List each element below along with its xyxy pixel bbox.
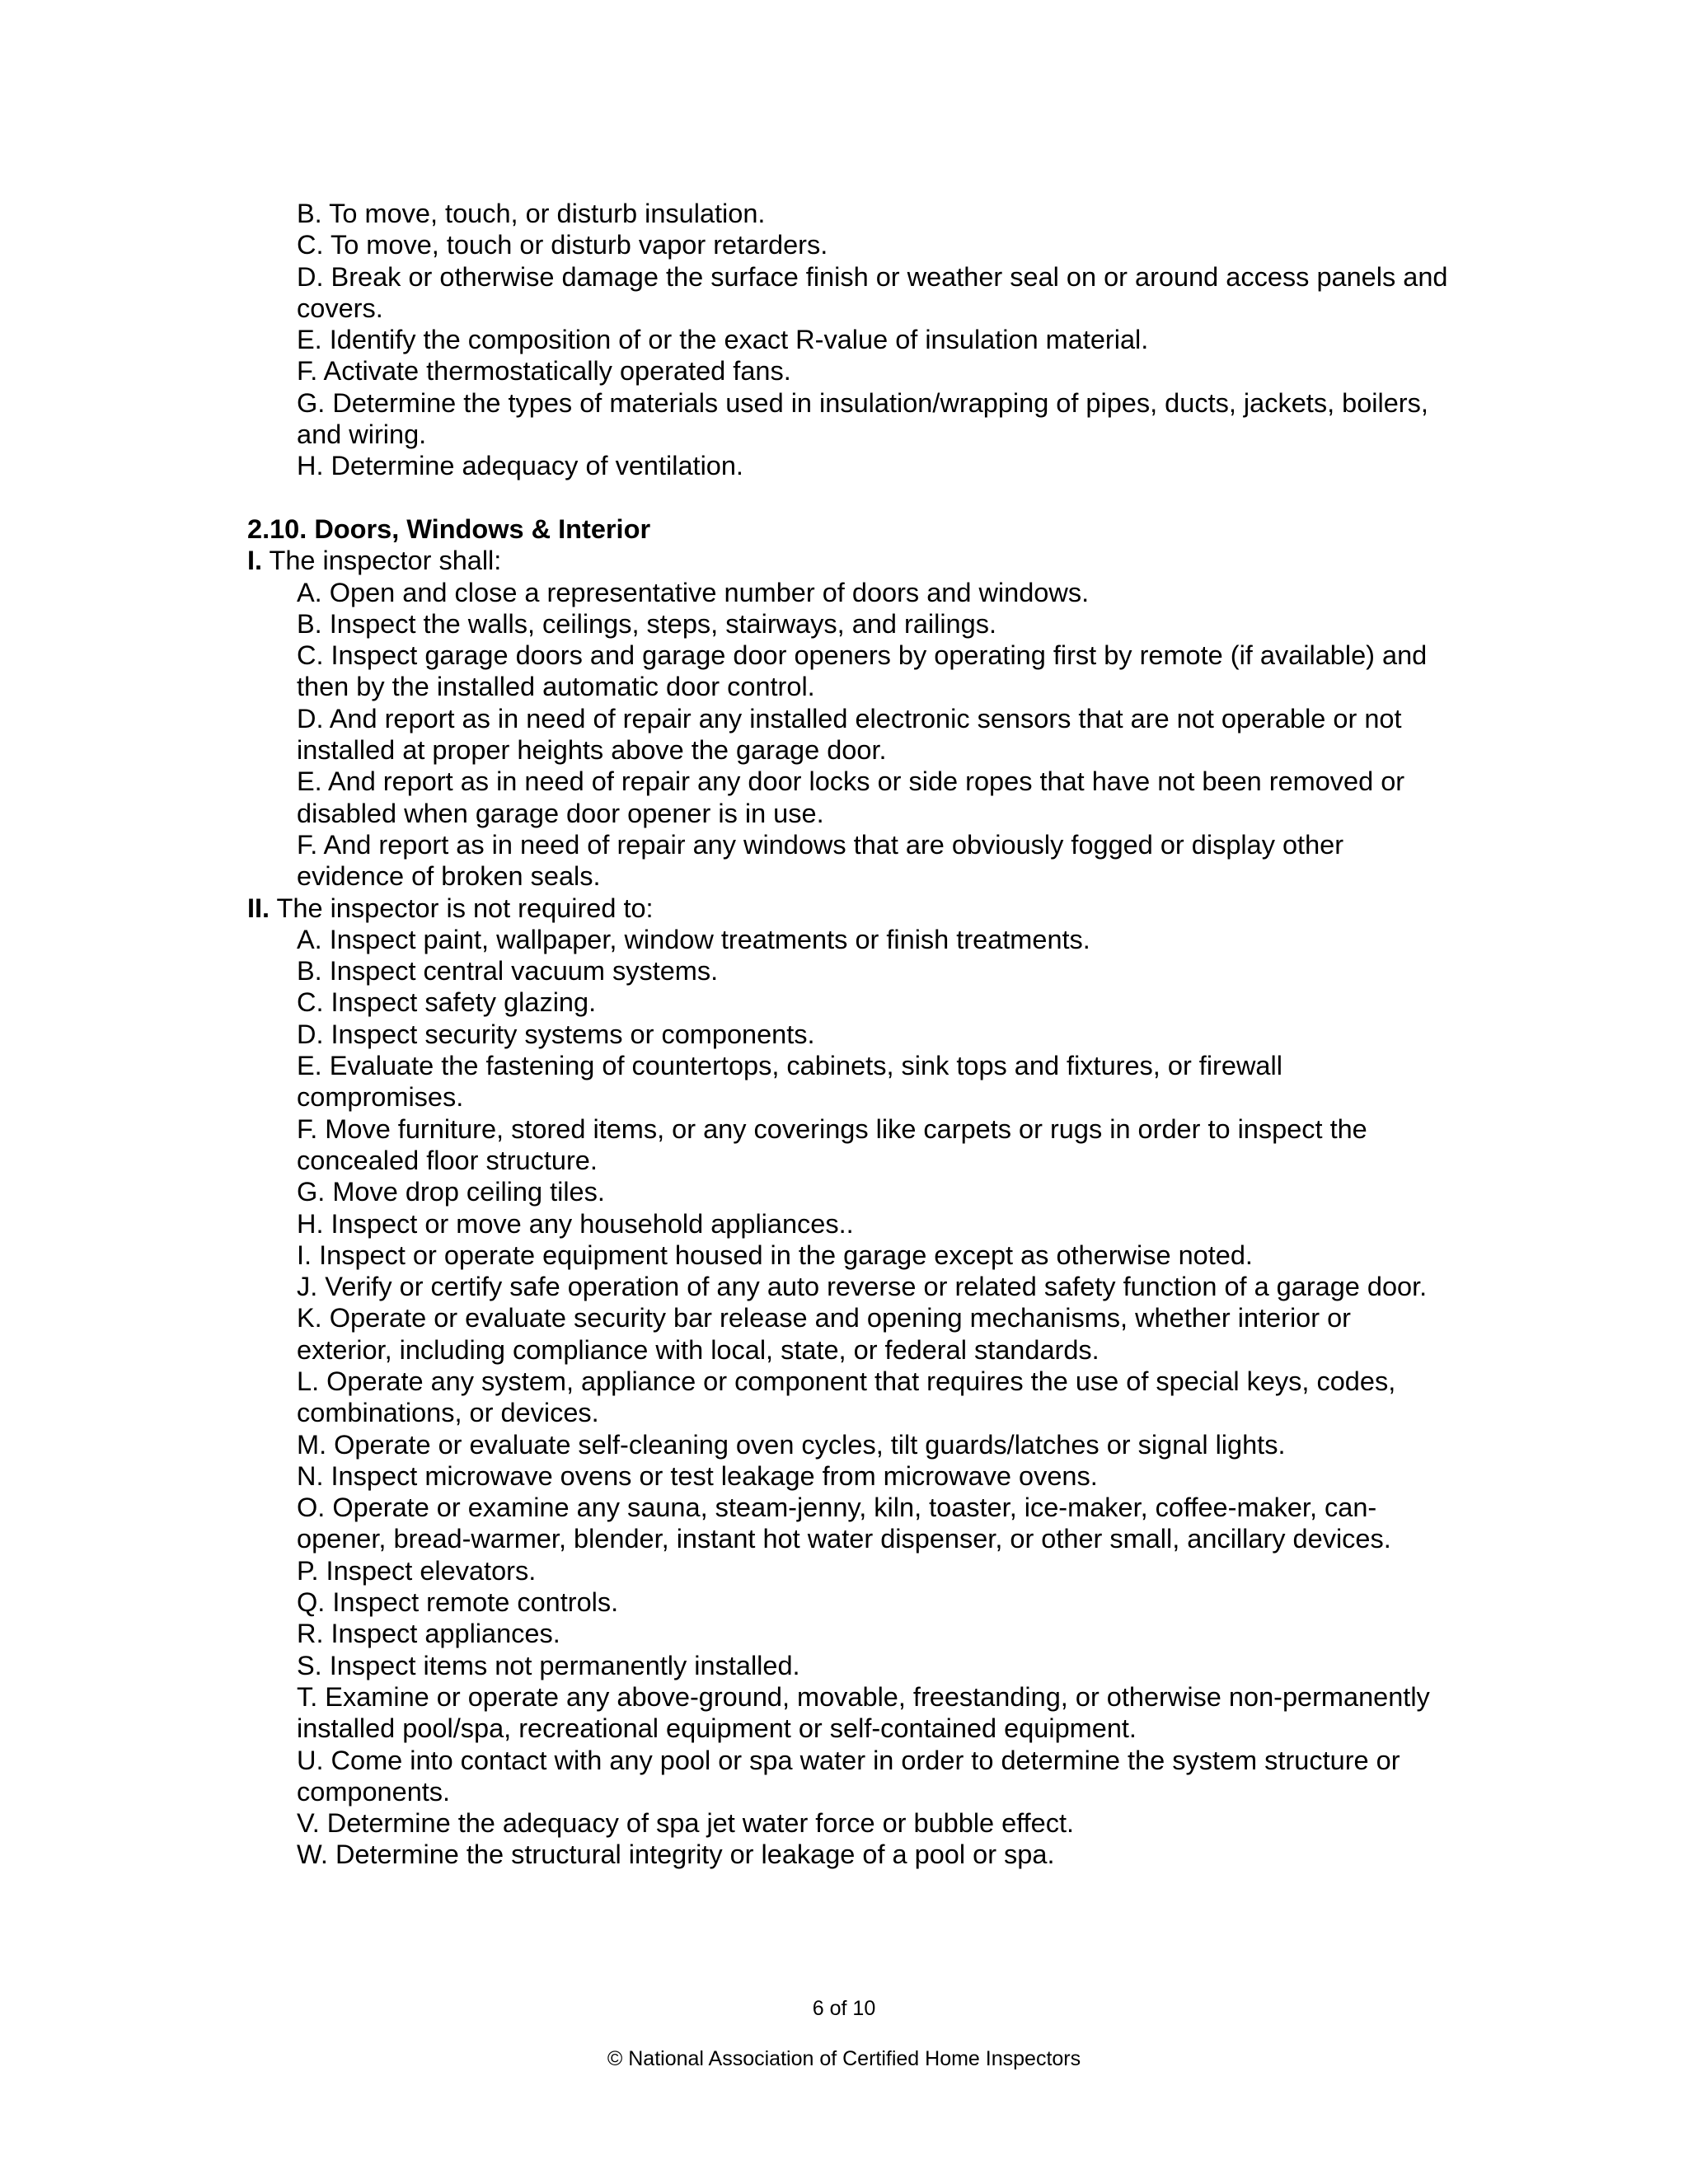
list-item: D. And report as in need of repair any installed electronic sensors that are not operable or not installed at proper heights above the garage door. xyxy=(297,703,1402,766)
section-heading: 2.10. Doors, Windows & Interior xyxy=(247,513,651,544)
list-item: N. Inspect microwave ovens or test leakage from microwave ovens. xyxy=(297,1460,1098,1491)
list-item: G. Determine the types of materials used in insulation/wrapping of pipes, ducts, jackets, boilers, and wiring. xyxy=(297,387,1428,450)
list-item: B. Inspect central vacuum systems. xyxy=(297,956,719,987)
list-item: F. Move furniture, stored items, or any coverings like carpets or rugs in order to inspect the concealed floor structure. xyxy=(297,1113,1367,1175)
part-two-list xyxy=(247,924,1451,1871)
list-item: B. To move, touch, or disturb insulation. xyxy=(297,199,766,228)
part-one-numeral: I. xyxy=(247,546,263,576)
list-item: Q. Inspect remote controls. xyxy=(297,1587,619,1618)
list-item: F. And report as in need of repair any windows that are obviously fogged or display other evidence of broken seals. xyxy=(297,829,1344,892)
list-item: E. Evaluate the fastening of countertops, cabinets, sink tops and fixtures, or firewall compromises. xyxy=(297,1051,1282,1113)
list-item: U. Come into contact with any pool or spa water in order to determine the system structure or components. xyxy=(297,1745,1400,1807)
list-item: A. Inspect paint, wallpaper, window treatments or finish treatments. xyxy=(297,924,1090,954)
list-item: H. Inspect or move any household appliances.. xyxy=(297,1208,854,1239)
part-one-label xyxy=(247,545,1451,576)
page-number: 6 of 10 xyxy=(812,1997,876,2020)
list-item: C. Inspect garage doors and garage door openers by operating first by remote (if available) and then by the installed automatic door control. xyxy=(297,640,1428,702)
spacer xyxy=(247,482,1451,513)
list-item: L. Operate any system, appliance or component that requires the use of special keys, codes, combinations, or devices. xyxy=(297,1366,1396,1428)
list-item: B. Inspect the walls, ceilings, steps, stairways, and railings. xyxy=(297,608,996,639)
list-item: A. Open and close a representative number of doors and windows. xyxy=(297,577,1090,607)
part-one-intro: The inspector shall: xyxy=(262,546,502,576)
list-item: I. Inspect or operate equipment housed in the garage except as otherwise noted. xyxy=(297,1240,1253,1270)
list-item: D. Inspect security systems or components. xyxy=(297,1019,815,1049)
list-item: K. Operate or evaluate security bar release and opening mechanisms, whether interior or exterior, including compliance with local, state, or federal standards. xyxy=(297,1303,1352,1365)
part-two-intro: The inspector is not required to: xyxy=(270,893,654,923)
list-item: P. Inspect elevators. xyxy=(297,1555,537,1586)
list-item: C. To move, touch or disturb vapor retarders. xyxy=(297,230,828,260)
list-item: D. Break or otherwise damage the surface finish or weather seal on or around access panels and covers. xyxy=(297,261,1448,323)
part-two-label xyxy=(247,893,1451,924)
list-item: J. Verify or certify safe operation of any auto reverse or related safety function of a garage door. xyxy=(297,1272,1428,1302)
list-item: H. Determine adequacy of ventilation. xyxy=(297,451,743,481)
list-item: S. Inspect items not permanently installed. xyxy=(297,1650,800,1680)
list-item: F. Activate thermostatically operated fans. xyxy=(297,356,791,387)
list-item: O. Operate or examine any sauna, steam-jenny, kiln, toaster, ice-maker, coffee-maker, can-opener, bread-warmer, blender, instant hot water dispenser, or other small, ancillary devices. xyxy=(297,1493,1391,1554)
list-item: R. Inspect appliances. xyxy=(297,1619,560,1649)
page-body xyxy=(247,198,1451,1871)
list-item: C. Inspect safety glazing. xyxy=(297,987,597,1018)
list-item: T. Examine or operate any above-ground, movable, freestanding, or otherwise non-permanently installed pool/spa, recreational equipment or self-contained equipment. xyxy=(297,1681,1430,1744)
part-two-numeral: II. xyxy=(247,893,270,923)
list-item: W. Determine the structural integrity or leakage of a pool or spa. xyxy=(297,1840,1055,1870)
list-item: V. Determine the adequacy of spa jet water force or bubble effect. xyxy=(297,1808,1075,1839)
copyright-notice: © National Association of Certified Home Inspectors xyxy=(607,2047,1081,2070)
part-one-list xyxy=(247,577,1451,893)
list-item: E. And report as in need of repair any door locks or side ropes that have not been removed or disabled when garage door opener is in use. xyxy=(297,766,1405,828)
list-item: G. Move drop ceiling tiles. xyxy=(297,1177,605,1207)
list-item: M. Operate or evaluate self-cleaning oven cycles, tilt guards/latches or signal lights. xyxy=(297,1429,1286,1460)
list-item: E. Identify the composition of or the exact R-value of insulation material. xyxy=(297,325,1149,355)
continued-list xyxy=(247,198,1451,482)
